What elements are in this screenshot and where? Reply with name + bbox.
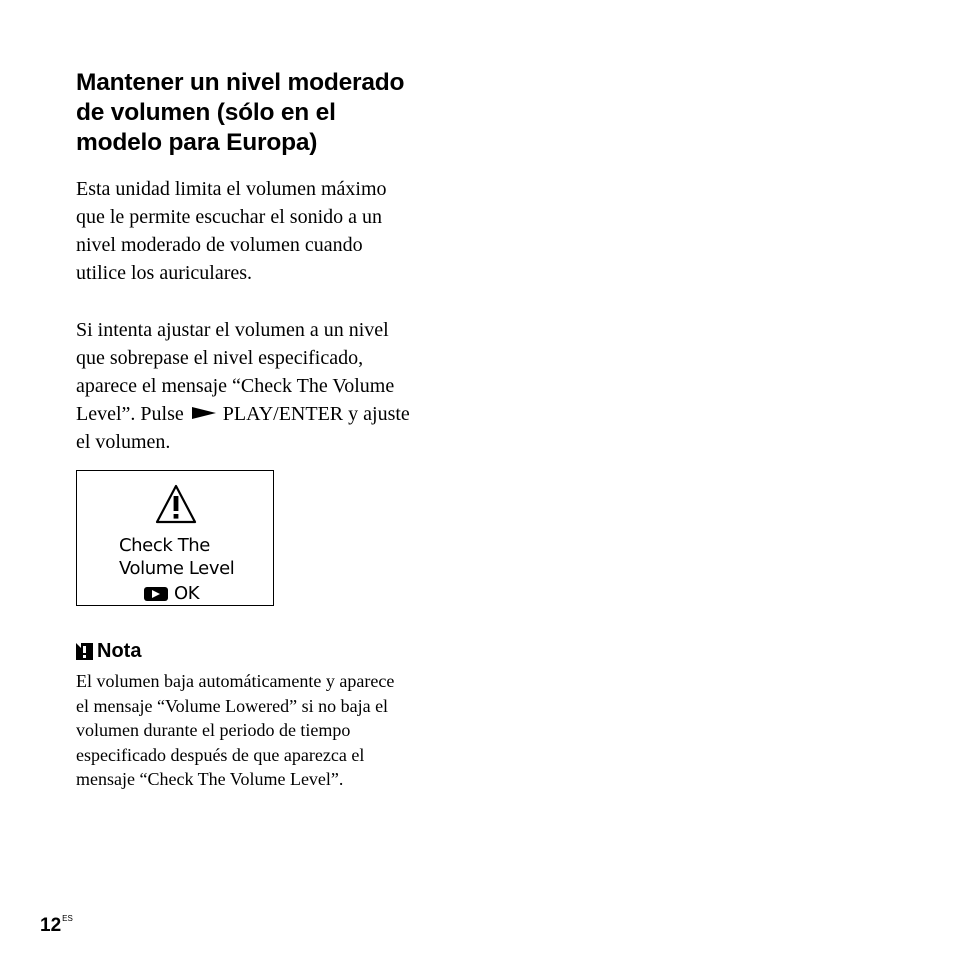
paragraph-line: aparece el mensaje “Check The Volume bbox=[76, 375, 395, 397]
paragraph-line: que le permite escuchar el sonido a un bbox=[76, 206, 382, 228]
play-button-icon bbox=[144, 587, 168, 601]
page-number bbox=[40, 908, 73, 937]
warning-triangle-icon bbox=[154, 483, 198, 525]
intro-paragraph bbox=[76, 175, 476, 287]
note-icon bbox=[76, 643, 93, 660]
note-line: mensaje “Check The Volume Level”. bbox=[76, 769, 344, 789]
section-heading bbox=[76, 68, 476, 158]
paragraph-line: PLAY/ENTER y ajuste bbox=[222, 403, 410, 425]
display-illustration bbox=[76, 470, 274, 606]
note-line: el mensaje “Volume Lowered” si no baja el bbox=[76, 695, 389, 716]
instruction-paragraph bbox=[76, 316, 476, 456]
display-ok-label: OK bbox=[174, 583, 200, 604]
paragraph-line: Esta unidad limita el volumen máximo bbox=[76, 178, 387, 200]
heading-line: de volumen (sólo en el bbox=[76, 99, 336, 126]
language-code: ES bbox=[62, 914, 73, 923]
note-line: El volumen baja automáticamente y aparece bbox=[76, 671, 395, 691]
note-title: Nota bbox=[97, 640, 142, 662]
paragraph-line: Si intenta ajustar el volumen a un nivel bbox=[76, 319, 389, 341]
display-ok-row bbox=[144, 583, 199, 605]
paragraph-line: el volumen. bbox=[76, 431, 171, 453]
paragraph-line: que sobrepase el nivel especificado, bbox=[76, 347, 364, 369]
note-line: volumen durante el periodo de tiempo bbox=[76, 720, 351, 740]
paragraph-line: utilice los auriculares. bbox=[76, 262, 253, 284]
page-number-value: 12 bbox=[40, 915, 62, 936]
heading-line: Mantener un nivel moderado bbox=[76, 69, 405, 96]
note-body bbox=[76, 669, 466, 792]
note-heading bbox=[76, 639, 141, 663]
play-icon bbox=[192, 407, 216, 419]
heading-line: modelo para Europa) bbox=[76, 129, 318, 156]
paragraph-line: nivel moderado de volumen cuando bbox=[76, 234, 363, 256]
display-message-line: Volume Level bbox=[119, 558, 235, 579]
paragraph-line: Level”. Pulse bbox=[76, 403, 184, 425]
note-line: especificado después de que aparezca el bbox=[76, 744, 365, 765]
display-message-line: Check The bbox=[119, 535, 210, 556]
